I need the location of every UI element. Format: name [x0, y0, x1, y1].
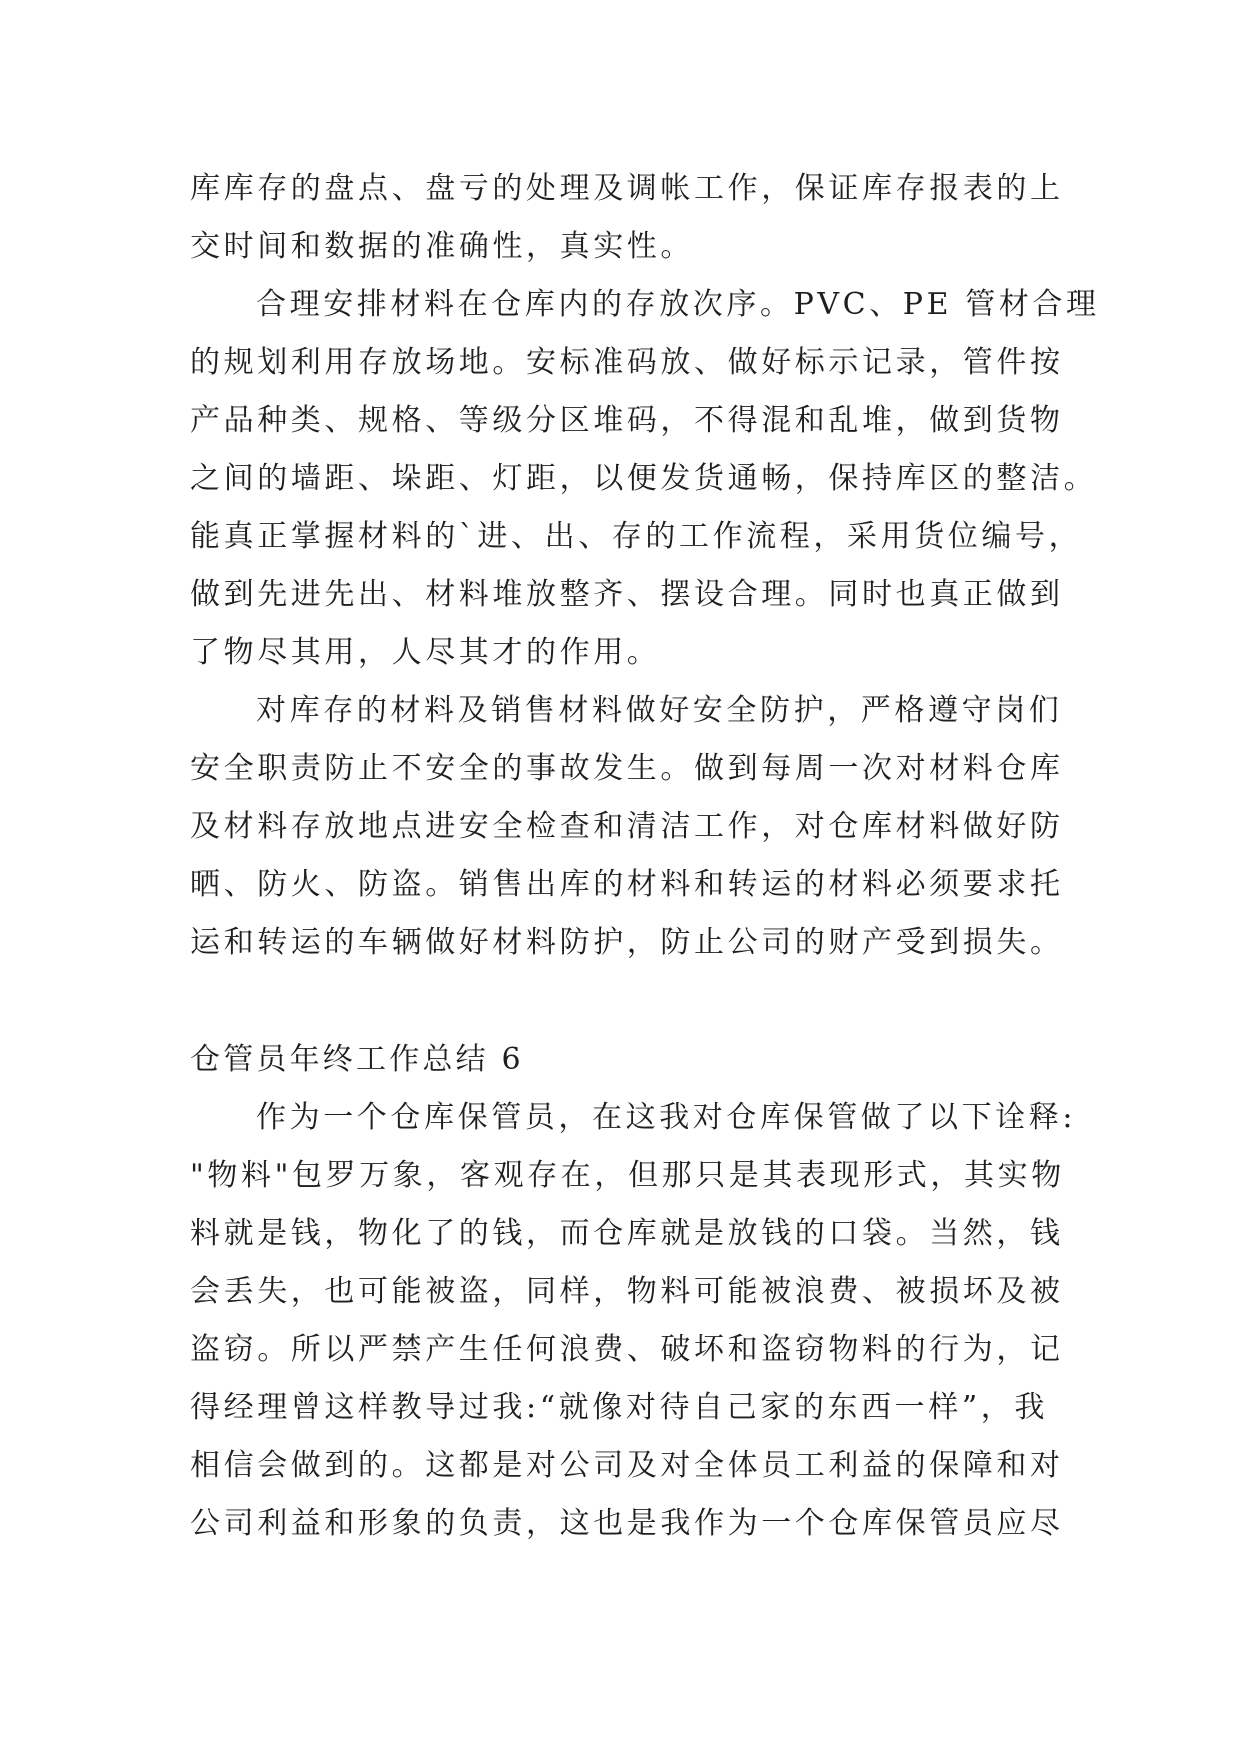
text-line: 交时间和数据的准确性，真实性。 — [190, 229, 694, 264]
text-line: 对库存的材料及销售材料做好安全防护，严格遵守岗们 — [256, 693, 1063, 728]
text-line: 盗窃。所以严禁产生任何浪费、破坏和盗窃物料的行为，记 — [190, 1332, 1064, 1367]
paragraph-storage-order — [190, 276, 1100, 682]
text-line: 做到先进先出、材料堆放整齐、摆设合理。同时也真正做到 — [190, 577, 1064, 612]
text-line: 料就是钱，物化了的钱，而仓库就是放钱的口袋。当然，钱 — [190, 1216, 1064, 1251]
text-line: 的规划利用存放场地。安标准码放、做好标示记录，管件按 — [190, 345, 1064, 380]
text-line: 会丢失，也可能被盗，同样，物料可能被浪费、被损坏及被 — [190, 1274, 1064, 1309]
text-line: 库库存的盘点、盘亏的处理及调帐工作，保证库存报表的上 — [190, 171, 1064, 206]
text-line: 了物尽其用，人尽其才的作用。 — [190, 635, 661, 670]
text-line: 相信会做到的。这都是对公司及对全体员工利益的保障和对 — [190, 1448, 1064, 1483]
text-line: 运和转运的车辆做好材料防护，防止公司的财产受到损失。 — [190, 925, 1064, 960]
paragraph-materials — [190, 1089, 1077, 1553]
text-line: 合理安排材料在仓库内的存放次序。PVC、PE 管材合理 — [256, 287, 1100, 322]
paragraph-inventory — [190, 160, 1064, 276]
document-body — [190, 160, 1100, 1553]
text-line: 及材料存放地点进安全检查和清洁工作，对仓库材料做好防 — [190, 809, 1064, 844]
text-line: 之间的墙距、垛距、灯距，以便发货通畅，保持库区的整洁。 — [190, 461, 1098, 496]
text-line: 晒、防火、防盗。销售出库的材料和转运的材料必须要求托 — [190, 867, 1064, 902]
section-heading: 仓管员年终工作总结 6 — [190, 1042, 524, 1077]
text-line: 安全职责防止不安全的事故发生。做到每周一次对材料仓库 — [190, 751, 1064, 786]
text-line: "物料"包罗万象，客观存在，但那只是其表现形式，其实物 — [190, 1158, 1065, 1193]
section-gap — [190, 972, 1060, 1031]
text-line: 作为一个仓库保管员，在这我对仓库保管做了以下诠释: — [256, 1100, 1077, 1135]
paragraph-safety — [190, 682, 1064, 972]
text-line: 产品种类、规格、等级分区堆码，不得混和乱堆，做到货物 — [190, 403, 1064, 438]
text-line: 得经理曾这样教导过我:“就像对待自己家的东西一样”，我 — [190, 1390, 1048, 1425]
text-line: 公司利益和形象的负责，这也是我作为一个仓库保管员应尽 — [190, 1506, 1064, 1541]
text-line: 能真正掌握材料的`进、出、存的工作流程，采用货位编号， — [190, 519, 1083, 554]
